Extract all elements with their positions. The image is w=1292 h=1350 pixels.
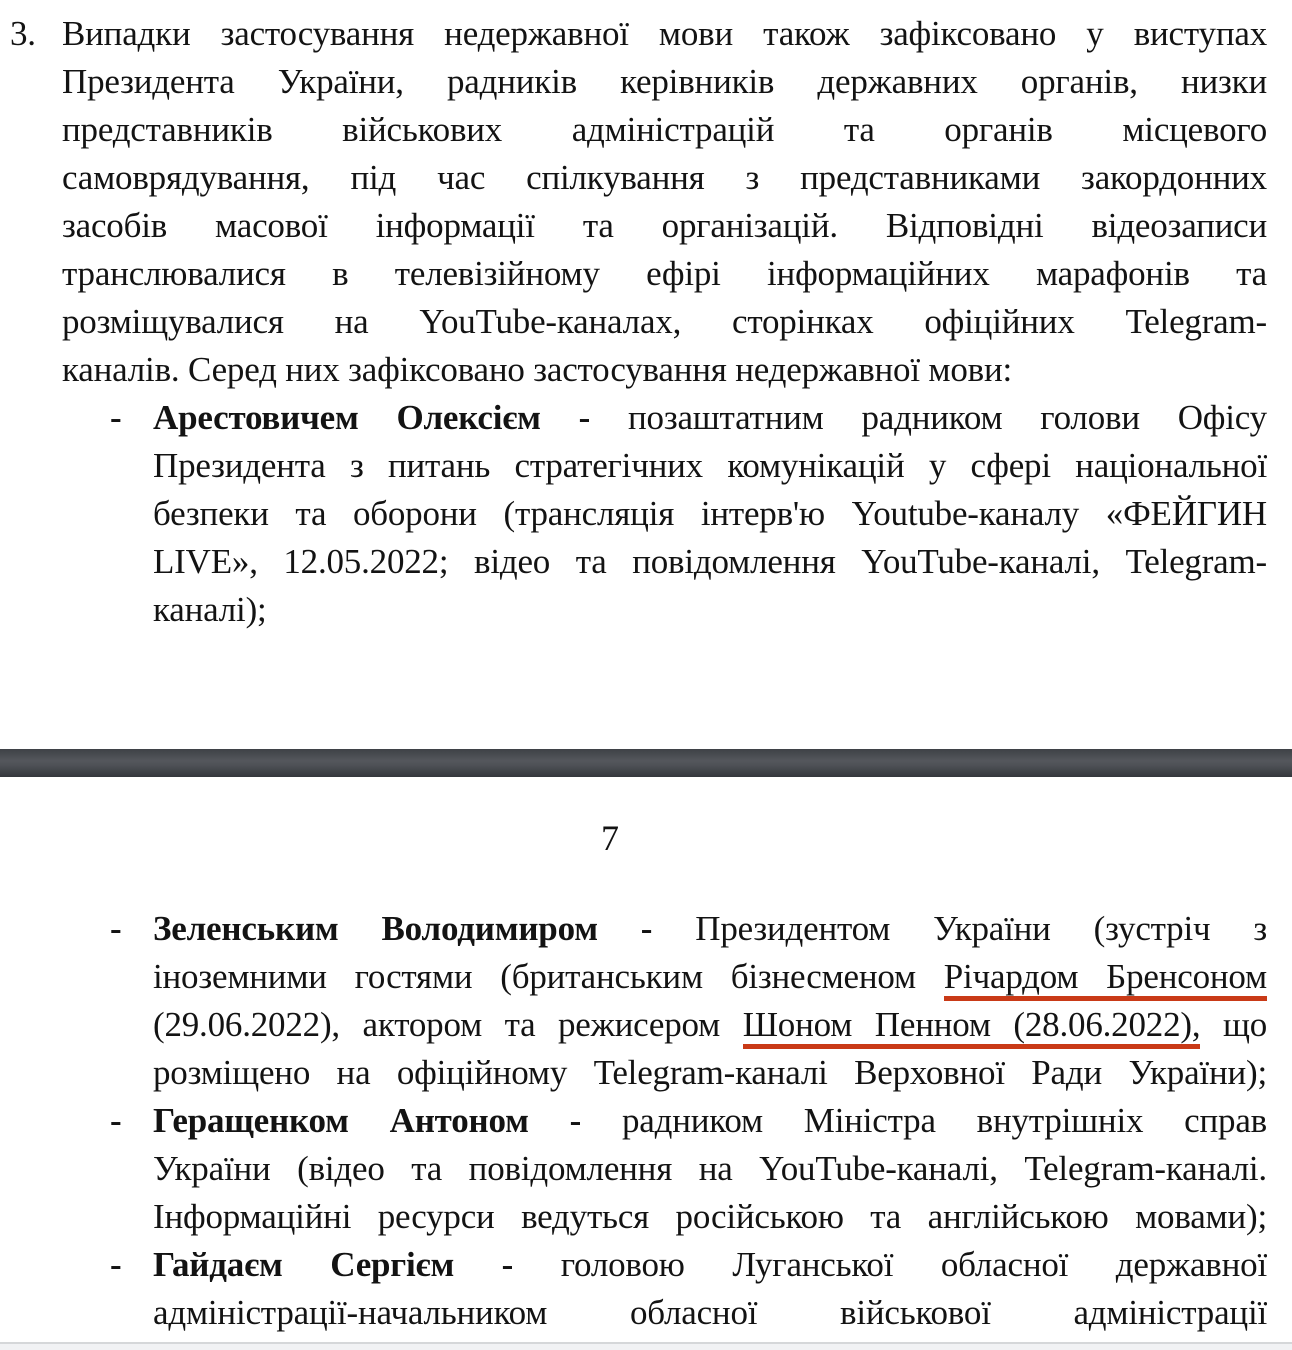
text-line	[62, 346, 1267, 394]
list-number-marker: 3.	[10, 14, 36, 53]
text-line	[153, 490, 1267, 538]
text-line	[153, 1289, 1267, 1337]
text-line	[62, 10, 1267, 58]
bullet-gerashchenko	[0, 1097, 1292, 1241]
list-dash-marker: -	[110, 1101, 122, 1140]
text-segment: транслювалися в телевізійному ефірі інформаційних марафонів та	[62, 254, 1267, 293]
text-segment: засобів масової інформації та організацій. Відповідні відеозаписи	[62, 206, 1267, 245]
text-segment: (29.06.2022), актором та режисером	[153, 1005, 743, 1044]
text-segment: головою Луганської обласної державної	[513, 1245, 1267, 1284]
text-line	[153, 905, 1267, 953]
text-segment: радником Міністра внутрішніх справ	[581, 1101, 1267, 1140]
page-7-content	[0, 814, 1292, 1337]
list-dash-marker: -	[110, 1245, 122, 1284]
text-line	[62, 202, 1267, 250]
text-line	[153, 1145, 1267, 1193]
text-line	[153, 1241, 1267, 1289]
page-separator-bar	[0, 749, 1292, 777]
red-underlined-annotation-text: Шоном Пенном (28.06.2022),	[743, 1005, 1201, 1049]
text-line	[153, 586, 1267, 634]
text-line	[153, 1097, 1267, 1145]
text-segment: каналів. Серед них зафіксовано застосування недержавної мови:	[62, 350, 1013, 389]
bullet-zelensky	[0, 905, 1292, 1097]
text-segment: Президента з питань стратегічних комунікацій у сфері національної	[153, 446, 1267, 485]
text-segment: представників військових адміністрацій та органів місцевого	[62, 110, 1267, 149]
text-line	[62, 154, 1267, 202]
text-line	[153, 1001, 1267, 1049]
text-segment: іноземними гостями (британським бізнесменом	[153, 957, 944, 996]
text-segment: адміністрації-начальником обласної військової адміністрації	[153, 1293, 1267, 1332]
page-7-text-blocks	[0, 905, 1292, 1337]
document-viewer	[0, 10, 1292, 1337]
bold-person-name: Зеленським Володимиром -	[153, 909, 653, 948]
next-page-edge-strip	[0, 1342, 1292, 1350]
list-dash-marker: -	[110, 909, 122, 948]
text-line	[153, 1193, 1267, 1241]
text-segment: самоврядування, під час спілкування з представниками закордонних	[62, 158, 1267, 197]
paragraph-3	[0, 10, 1292, 394]
text-segment: розміщено на офіційному Telegram-каналі Верховної Ради України);	[153, 1053, 1267, 1092]
bold-person-name: Арестовичем Олексієм -	[153, 398, 591, 437]
text-segment: каналі);	[153, 590, 267, 629]
bold-person-name: Гайдаєм Сергієм -	[153, 1245, 514, 1284]
text-segment: розміщувалися на YouTube-каналах, сторінках офіційних Telegram-	[62, 302, 1267, 341]
text-line	[62, 250, 1267, 298]
text-line	[62, 106, 1267, 154]
text-segment: безпеки та оборони (трансляція інтерв'ю Youtube-каналу «ФЕЙГИН	[153, 494, 1267, 533]
text-segment: Президента України, радників керівників державних органів, низки	[62, 62, 1267, 101]
page-number: 7	[601, 818, 619, 858]
page-6-content	[0, 10, 1292, 634]
text-segment: позаштатним радником голови Офісу	[590, 398, 1267, 437]
bullet-arestovych	[0, 394, 1292, 634]
text-line	[153, 1049, 1267, 1097]
text-line	[153, 953, 1267, 1001]
page-6-text-blocks	[0, 10, 1292, 634]
text-segment: Президентом України (зустріч з	[652, 909, 1267, 948]
list-dash-marker: -	[110, 398, 122, 437]
text-line	[153, 538, 1267, 586]
text-segment: що	[1200, 1005, 1267, 1044]
text-segment: України (відео та повідомлення на YouTube-каналі, Telegram-каналі.	[153, 1149, 1267, 1188]
text-line	[62, 58, 1267, 106]
red-underlined-annotation-text: Річардом Бренсоном	[944, 957, 1267, 1001]
text-segment: Інформаційні ресурси ведуться російською та англійською мовами);	[153, 1197, 1267, 1236]
bold-person-name: Геращенком Антоном -	[153, 1101, 582, 1140]
text-line	[153, 442, 1267, 490]
text-line	[153, 394, 1267, 442]
text-line	[62, 298, 1267, 346]
text-segment: Випадки застосування недержавної мови також зафіксовано у виступах	[62, 14, 1267, 53]
text-segment: LIVE», 12.05.2022; відео та повідомлення YouTube-каналі, Telegram-	[153, 542, 1267, 581]
bullet-haidai	[0, 1241, 1292, 1337]
